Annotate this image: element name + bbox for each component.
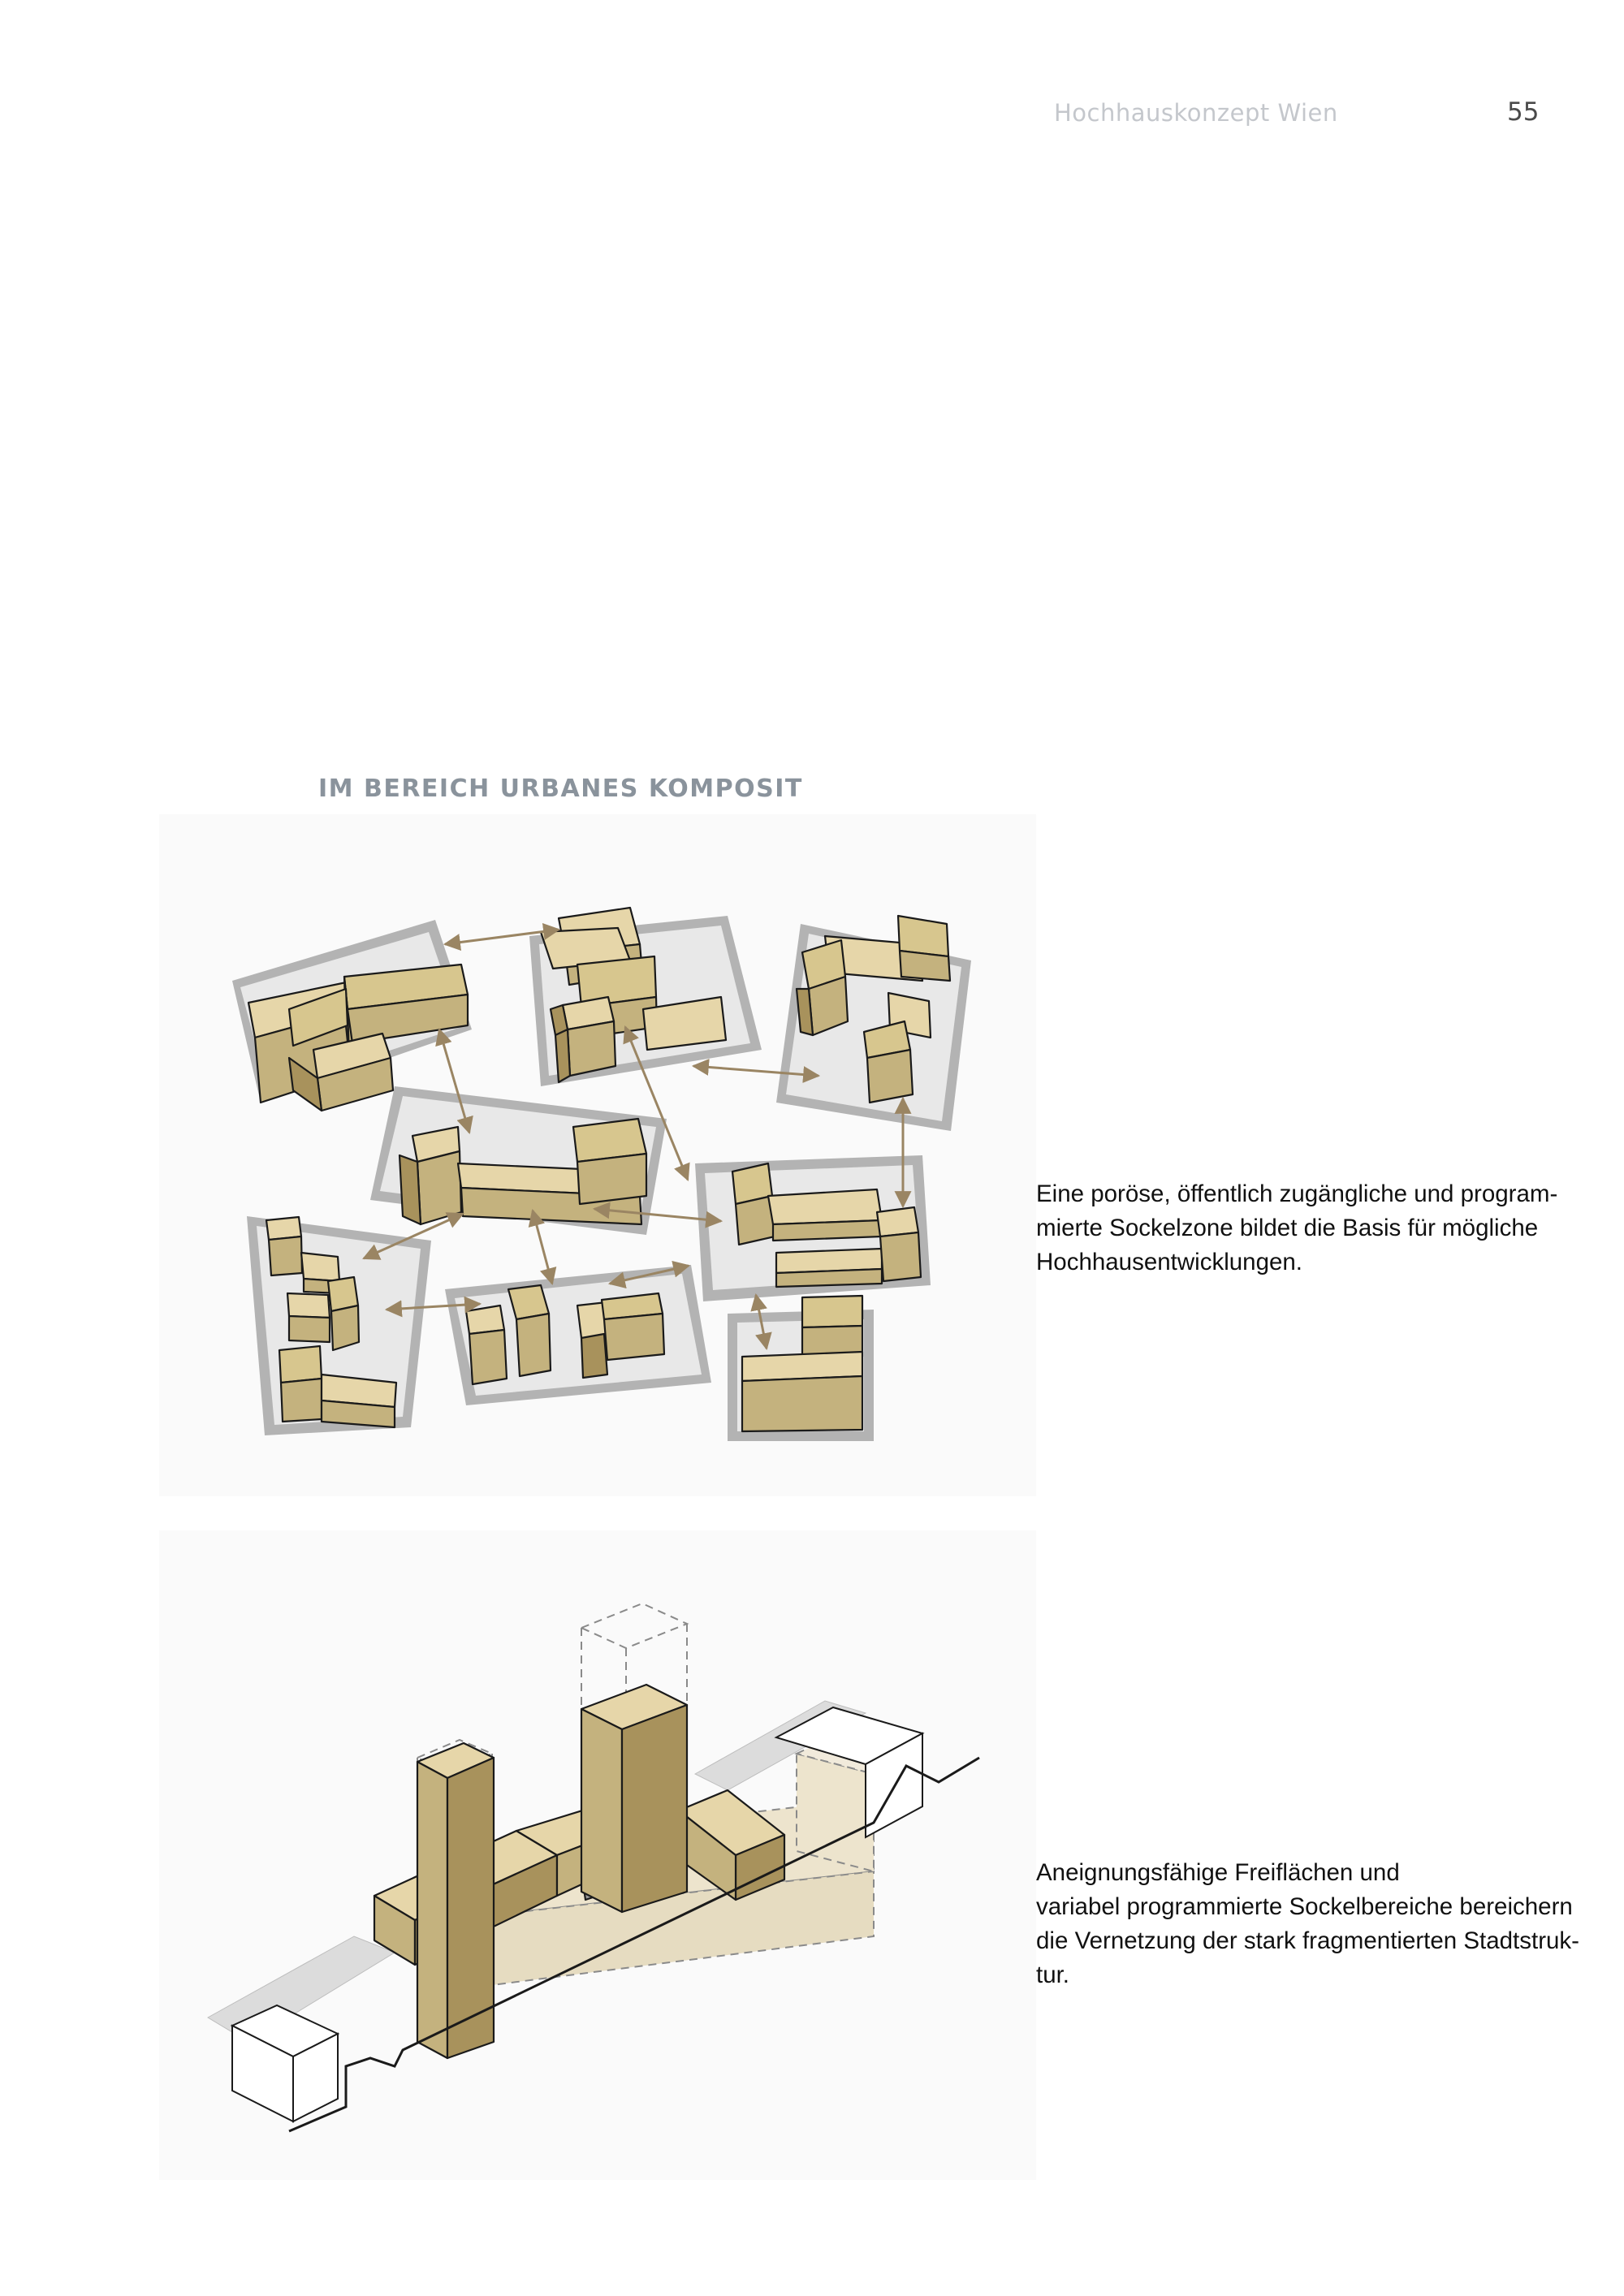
caption-line: tur.	[1036, 1962, 1069, 1988]
tower-development-diagram	[159, 1530, 1036, 2180]
caption-line: mierte Sockelzone bildet die Basis für mögliche	[1036, 1215, 1539, 1241]
caption-line: Eine poröse, öffentlich zugängliche und program-	[1036, 1180, 1558, 1207]
running-header-title: Hochhauskonzept Wien	[1054, 99, 1338, 127]
caption-line: die Vernetzung der stark fragmentierten Stadtstruk-	[1036, 1927, 1580, 1954]
caption-tower-development	[1036, 1856, 1596, 1992]
caption-line: Aneignungsfähige Freiflächen und	[1036, 1859, 1400, 1886]
caption-base-zone	[1036, 1177, 1596, 1280]
caption-line: Hochhausentwicklungen.	[1036, 1249, 1302, 1275]
section-heading: IM BEREICH URBANES KOMPOSIT	[318, 775, 803, 803]
page-number: 55	[1507, 97, 1540, 127]
caption-line: variabel programmierte Sockelbereiche bereichern	[1036, 1893, 1573, 1920]
base-zone-diagram	[159, 814, 1036, 1496]
